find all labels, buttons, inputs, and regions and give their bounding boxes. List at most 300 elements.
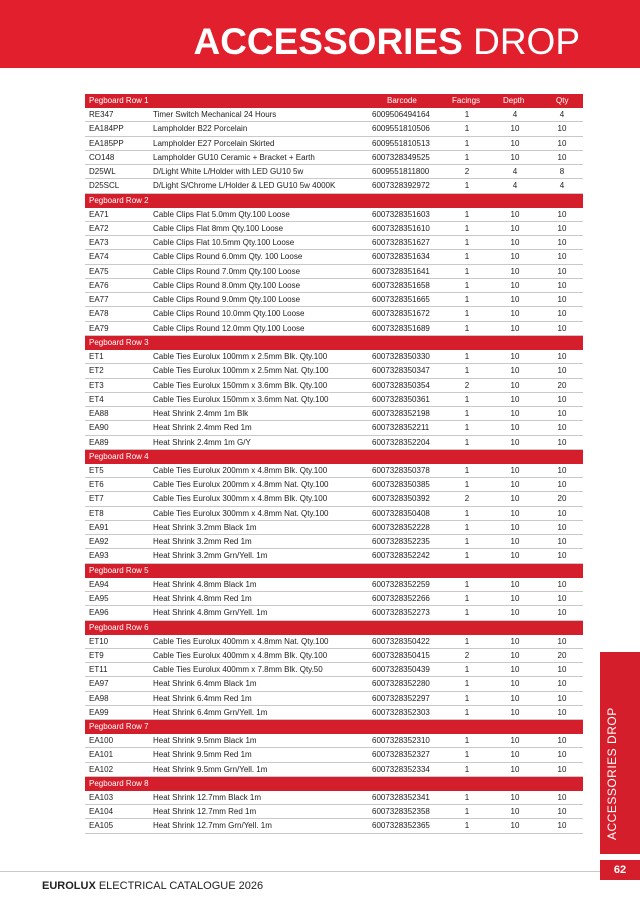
facings: 1 (464, 608, 470, 618)
qty: 10 (557, 209, 567, 219)
product-code: EA103 (89, 792, 114, 802)
facings: 1 (464, 750, 470, 760)
qty: 10 (557, 423, 567, 433)
barcode: 6007328350408 (372, 508, 430, 518)
product-code: EA90 (89, 423, 109, 433)
barcode: 6009551810506 (372, 124, 430, 134)
depth: 10 (510, 608, 520, 618)
depth: 10 (510, 409, 520, 419)
facings: 1 (464, 437, 470, 447)
product-code: EA104 (89, 807, 114, 817)
product-description: Cable Ties Eurolux 200mm x 4.8mm Blk. Qty.100 (153, 465, 328, 475)
table-row (85, 122, 583, 136)
barcode: 6007328352303 (372, 707, 430, 717)
barcode: 6007328392972 (372, 181, 430, 191)
product-code: ET9 (89, 650, 104, 660)
product-description: Lampholder GU10 Ceramic + Bracket + Earth (153, 152, 315, 162)
product-code: EA76 (89, 280, 109, 290)
table-row (85, 592, 583, 606)
qty: 10 (557, 551, 567, 561)
section-title: Pegboard Row 3 (89, 337, 149, 347)
barcode: 6007328351689 (372, 323, 430, 333)
product-code: ET7 (89, 494, 104, 504)
table-row (85, 763, 583, 777)
table-row (85, 549, 583, 563)
qty: 10 (557, 394, 567, 404)
depth: 10 (510, 280, 520, 290)
depth: 10 (510, 266, 520, 276)
section-title: Pegboard Row 2 (89, 195, 149, 205)
table-row (85, 236, 583, 250)
depth: 10 (510, 792, 520, 802)
product-code: ET1 (89, 351, 104, 361)
product-description: Cable Clips Flat 8mm Qty.100 Loose (153, 223, 284, 233)
qty: 10 (557, 252, 567, 262)
depth: 10 (510, 295, 520, 305)
section-header (85, 564, 583, 578)
barcode: 6007328350354 (372, 380, 430, 390)
depth: 10 (510, 366, 520, 376)
table-row (85, 606, 583, 620)
table-row (85, 179, 583, 193)
qty: 10 (557, 764, 567, 774)
barcode: 6009551811800 (372, 167, 430, 177)
depth: 10 (510, 579, 520, 589)
barcode: 6007328352235 (372, 537, 430, 547)
barcode-header: Barcode (387, 96, 417, 105)
barcode: 6007328352273 (372, 608, 430, 618)
qty: 10 (557, 295, 567, 305)
product-code: EA100 (89, 736, 114, 746)
table-row (85, 364, 583, 378)
product-description: Heat Shrink 3.2mm Black 1m (153, 522, 257, 532)
table-row (85, 748, 583, 762)
qty: 10 (557, 238, 567, 248)
barcode: 6007328350392 (372, 494, 430, 504)
table-row (85, 819, 583, 833)
product-description: D/Light S/Chrome L/Holder & LED GU10 5w 4000K (153, 181, 336, 191)
product-description: Heat Shrink 4.8mm Red 1m (153, 593, 252, 603)
facings: 1 (464, 423, 470, 433)
table-row (85, 165, 583, 179)
product-code: CO148 (89, 152, 115, 162)
facings: 1 (464, 792, 470, 802)
barcode: 6007328350347 (372, 366, 430, 376)
depth: 10 (510, 124, 520, 134)
facings: 1 (464, 480, 470, 490)
qty: 20 (557, 380, 567, 390)
qty: 10 (557, 792, 567, 802)
barcode: 6007328351641 (372, 266, 430, 276)
barcode: 6007328352358 (372, 807, 430, 817)
qty: 4 (559, 181, 565, 191)
table-row (85, 663, 583, 677)
table-row (85, 137, 583, 151)
product-code: ET3 (89, 380, 104, 390)
depth: 10 (510, 522, 520, 532)
product-description: Cable Ties Eurolux 100mm x 2.5mm Blk. Qty.100 (153, 351, 328, 361)
qty: 10 (557, 323, 567, 333)
qty: 10 (557, 679, 567, 689)
section-title: Pegboard Row 8 (89, 778, 149, 788)
product-code: EA73 (89, 238, 109, 248)
product-code: ET10 (89, 636, 109, 646)
product-code: EA99 (89, 707, 109, 717)
qty: 10 (557, 736, 567, 746)
facings: 1 (464, 522, 470, 532)
product-code: EA88 (89, 409, 109, 419)
qty: 10 (557, 636, 567, 646)
barcode: 6007328352228 (372, 522, 430, 532)
facings: 1 (464, 736, 470, 746)
table-row (85, 649, 583, 663)
section-header (85, 450, 583, 464)
barcode: 6007328352204 (372, 437, 430, 447)
facings: 2 (464, 494, 470, 504)
table-row (85, 464, 583, 478)
facings: 1 (464, 593, 470, 603)
facings: 1 (464, 537, 470, 547)
product-description: Heat Shrink 12.7mm Grn/Yell. 1m (153, 821, 272, 831)
product-description: Cable Ties Eurolux 100mm x 2.5mm Nat. Qty.100 (153, 366, 329, 376)
table-row (85, 407, 583, 421)
product-code: D25WL (89, 167, 116, 177)
product-code: EA79 (89, 323, 109, 333)
section-header (85, 621, 583, 635)
product-description: Heat Shrink 4.8mm Black 1m (153, 579, 257, 589)
product-code: EA75 (89, 266, 109, 276)
product-description: Cable Clips Flat 5.0mm Qty.100 Loose (153, 209, 290, 219)
product-description: Cable Ties Eurolux 400mm x 4.8mm Blk. Qty.100 (153, 650, 328, 660)
table-row (85, 250, 583, 264)
qty: 8 (559, 167, 565, 177)
barcode: 6007328352280 (372, 679, 430, 689)
side-tab-label: ACCESSORIES DROP (605, 707, 619, 840)
table-row (85, 393, 583, 407)
footer-divider (0, 871, 600, 872)
depth: 10 (510, 821, 520, 831)
table-row (85, 307, 583, 321)
depth-header: Depth (503, 96, 525, 105)
facings: 1 (464, 409, 470, 419)
product-description: Cable Clips Round 7.0mm Qty.100 Loose (153, 266, 301, 276)
facings: 1 (464, 351, 470, 361)
barcode: 6007328351672 (372, 309, 430, 319)
page-title-light: DROP (473, 21, 580, 62)
qty: 10 (557, 152, 567, 162)
depth: 10 (510, 351, 520, 361)
product-description: Cable Clips Round 9.0mm Qty.100 Loose (153, 295, 301, 305)
depth: 10 (510, 665, 520, 675)
section-title: Pegboard Row 4 (89, 451, 149, 461)
qty: 10 (557, 693, 567, 703)
table-row (85, 507, 583, 521)
qty: 10 (557, 266, 567, 276)
product-description: Lampholder B22 Porcelain (153, 124, 248, 134)
barcode: 6009506494164 (372, 110, 430, 119)
qty: 10 (557, 465, 567, 475)
product-code: EA72 (89, 223, 109, 233)
facings: 1 (464, 821, 470, 831)
barcode: 6007328351603 (372, 209, 430, 219)
qty: 10 (557, 537, 567, 547)
page-number-divider (600, 857, 640, 858)
facings: 1 (464, 551, 470, 561)
barcode: 6007328350361 (372, 394, 430, 404)
facings-header: Facings (452, 96, 481, 105)
footer (42, 880, 263, 892)
section-title: Pegboard Row 7 (89, 722, 149, 732)
facings: 1 (464, 238, 470, 248)
product-description: Heat Shrink 3.2mm Grn/Yell. 1m (153, 551, 268, 561)
product-code: ET8 (89, 508, 104, 518)
barcode: 6007328351658 (372, 280, 430, 290)
product-description: Heat Shrink 2.4mm 1m G/Y (153, 437, 251, 447)
product-description: Cable Ties Eurolux 150mm x 3.6mm Blk. Qty.100 (153, 380, 328, 390)
depth: 10 (510, 650, 520, 660)
depth: 10 (510, 636, 520, 646)
footer-brand: EUROLUX (42, 880, 96, 892)
header-banner (0, 0, 640, 68)
facings: 1 (464, 679, 470, 689)
product-code: ET4 (89, 394, 104, 404)
depth: 10 (510, 750, 520, 760)
table-row (85, 293, 583, 307)
page-title (193, 22, 580, 62)
depth: 10 (510, 465, 520, 475)
product-description: Cable Clips Flat 10.5mm Qty.100 Loose (153, 238, 295, 248)
barcode: 6007328352211 (372, 423, 430, 433)
table-row (85, 791, 583, 805)
barcode: 6007328351610 (372, 223, 430, 233)
table-row (85, 635, 583, 649)
facings: 1 (464, 181, 470, 191)
table-row (85, 222, 583, 236)
table-row (85, 492, 583, 506)
table-row (85, 279, 583, 293)
product-description: Cable Clips Round 12.0mm Qty.100 Loose (153, 323, 305, 333)
product-description: Cable Ties Eurolux 300mm x 4.8mm Nat. Qty.100 (153, 508, 329, 518)
product-description: Cable Ties Eurolux 400mm x 7.8mm Blk. Qty.50 (153, 665, 323, 675)
barcode: 6007328352198 (372, 409, 430, 419)
depth: 10 (510, 693, 520, 703)
depth: 4 (512, 110, 518, 119)
depth: 10 (510, 437, 520, 447)
product-description: Heat Shrink 9.5mm Grn/Yell. 1m (153, 764, 268, 774)
facings: 1 (464, 665, 470, 675)
depth: 10 (510, 707, 520, 717)
section-title: Pegboard Row 6 (89, 622, 149, 632)
product-code: EA184PP (89, 124, 124, 134)
product-code: EA71 (89, 209, 109, 219)
qty: 10 (557, 309, 567, 319)
table-row (85, 208, 583, 222)
barcode: 6007328352334 (372, 764, 430, 774)
depth: 10 (510, 494, 520, 504)
barcode: 6007328350422 (372, 636, 430, 646)
product-code: EA74 (89, 252, 109, 262)
product-code: EA95 (89, 593, 109, 603)
qty: 10 (557, 522, 567, 532)
product-description: Heat Shrink 6.4mm Red 1m (153, 693, 252, 703)
barcode: 6007328350415 (372, 650, 430, 660)
facings: 1 (464, 636, 470, 646)
product-code: ET6 (89, 480, 104, 490)
product-code: ET11 (89, 665, 108, 675)
facings: 1 (464, 579, 470, 589)
product-description: Heat Shrink 2.4mm 1m Blk (153, 409, 249, 419)
depth: 10 (510, 209, 520, 219)
product-code: EA94 (89, 579, 109, 589)
depth: 10 (510, 537, 520, 547)
table-row (85, 151, 583, 165)
qty: 10 (557, 807, 567, 817)
table-row (85, 521, 583, 535)
depth: 10 (510, 380, 520, 390)
facings: 1 (464, 309, 470, 319)
product-description: Heat Shrink 6.4mm Grn/Yell. 1m (153, 707, 268, 717)
section-header (85, 336, 583, 350)
facings: 1 (464, 110, 470, 119)
product-code: ET5 (89, 465, 104, 475)
qty: 10 (557, 124, 567, 134)
footer-text: ELECTRICAL CATALOGUE 2026 (95, 880, 264, 892)
depth: 10 (510, 394, 520, 404)
depth: 10 (510, 138, 520, 148)
qty: 10 (557, 351, 567, 361)
table-row (85, 421, 583, 435)
table-row (85, 692, 583, 706)
qty: 10 (557, 280, 567, 290)
depth: 10 (510, 508, 520, 518)
facings: 1 (464, 807, 470, 817)
section-header (85, 720, 583, 734)
barcode: 6007328350385 (372, 480, 430, 490)
barcode: 6007328352259 (372, 579, 430, 589)
facings: 1 (464, 152, 470, 162)
qty: 10 (557, 608, 567, 618)
qty: 10 (557, 593, 567, 603)
table-row (85, 734, 583, 748)
facings: 1 (464, 280, 470, 290)
section-header (85, 94, 583, 108)
facings: 2 (464, 380, 470, 390)
barcode: 6007328349525 (372, 152, 430, 162)
facings: 1 (464, 707, 470, 717)
table-row (85, 108, 583, 122)
depth: 10 (510, 323, 520, 333)
product-description: Lampholder E27 Porcelain Skirted (153, 138, 275, 148)
product-description: Heat Shrink 9.5mm Black 1m (153, 736, 257, 746)
product-description: Heat Shrink 9.5mm Red 1m (153, 750, 252, 760)
barcode: 6007328351634 (372, 252, 430, 262)
product-description: Heat Shrink 3.2mm Red 1m (153, 537, 252, 547)
barcode: 6007328352341 (372, 792, 430, 802)
depth: 10 (510, 551, 520, 561)
barcode: 6007328352297 (372, 693, 430, 703)
section-title: Pegboard Row 1 (89, 96, 149, 105)
product-code: EA93 (89, 551, 109, 561)
product-code: RE347 (89, 110, 114, 119)
product-code: EA96 (89, 608, 109, 618)
qty: 10 (557, 707, 567, 717)
product-description: Heat Shrink 12.7mm Red 1m (153, 807, 257, 817)
qty: 10 (557, 138, 567, 148)
table-row (85, 805, 583, 819)
facings: 1 (464, 508, 470, 518)
barcode: 6007328352310 (372, 736, 430, 746)
product-code: EA101 (89, 750, 114, 760)
facings: 1 (464, 693, 470, 703)
qty-header: Qty (556, 96, 569, 105)
qty: 10 (557, 579, 567, 589)
qty: 10 (557, 366, 567, 376)
depth: 10 (510, 309, 520, 319)
depth: 10 (510, 764, 520, 774)
depth: 10 (510, 223, 520, 233)
qty: 4 (559, 110, 565, 119)
product-description: Cable Ties Eurolux 150mm x 3.6mm Nat. Qty.100 (153, 394, 329, 404)
depth: 10 (510, 480, 520, 490)
product-description: Cable Ties Eurolux 400mm x 4.8mm Nat. Qty.100 (153, 636, 329, 646)
depth: 10 (510, 736, 520, 746)
product-code: EA185PP (89, 138, 124, 148)
product-description: Cable Clips Round 6.0mm Qty. 100 Loose (153, 252, 303, 262)
table-row (85, 350, 583, 364)
product-description: D/Light White L/Holder with LED GU10 5w (153, 167, 304, 177)
facings: 1 (464, 252, 470, 262)
product-description: Heat Shrink 12.7mm Black 1m (153, 792, 262, 802)
qty: 10 (557, 480, 567, 490)
page-title-bold: ACCESSORIES (193, 21, 463, 62)
product-code: EA102 (89, 764, 114, 774)
depth: 10 (510, 238, 520, 248)
facings: 1 (464, 138, 470, 148)
barcode: 6007328350330 (372, 351, 430, 361)
table-row (85, 322, 583, 336)
facings: 1 (464, 124, 470, 134)
depth: 4 (512, 167, 518, 177)
depth: 10 (510, 423, 520, 433)
facings: 1 (464, 266, 470, 276)
facings: 1 (464, 366, 470, 376)
table-row (85, 578, 583, 592)
table-row (85, 706, 583, 720)
facings: 1 (464, 394, 470, 404)
qty: 10 (557, 223, 567, 233)
qty: 10 (557, 665, 567, 675)
facings: 1 (464, 764, 470, 774)
facings: 1 (464, 223, 470, 233)
depth: 4 (512, 181, 518, 191)
qty: 10 (557, 821, 567, 831)
barcode: 6007328352365 (372, 821, 430, 831)
product-code: EA92 (89, 537, 109, 547)
product-code: EA91 (89, 522, 109, 532)
product-table (85, 94, 583, 834)
product-description: Cable Ties Eurolux 300mm x 4.8mm Blk. Qty.100 (153, 494, 328, 504)
barcode: 6007328352266 (372, 593, 430, 603)
facings: 2 (464, 650, 470, 660)
product-code: EA98 (89, 693, 109, 703)
barcode: 6007328351627 (372, 238, 430, 248)
product-code: EA78 (89, 309, 109, 319)
table-row (85, 535, 583, 549)
depth: 10 (510, 152, 520, 162)
barcode: 6007328350378 (372, 465, 430, 475)
section-title: Pegboard Row 5 (89, 565, 149, 575)
page-number: 62 (600, 860, 640, 880)
